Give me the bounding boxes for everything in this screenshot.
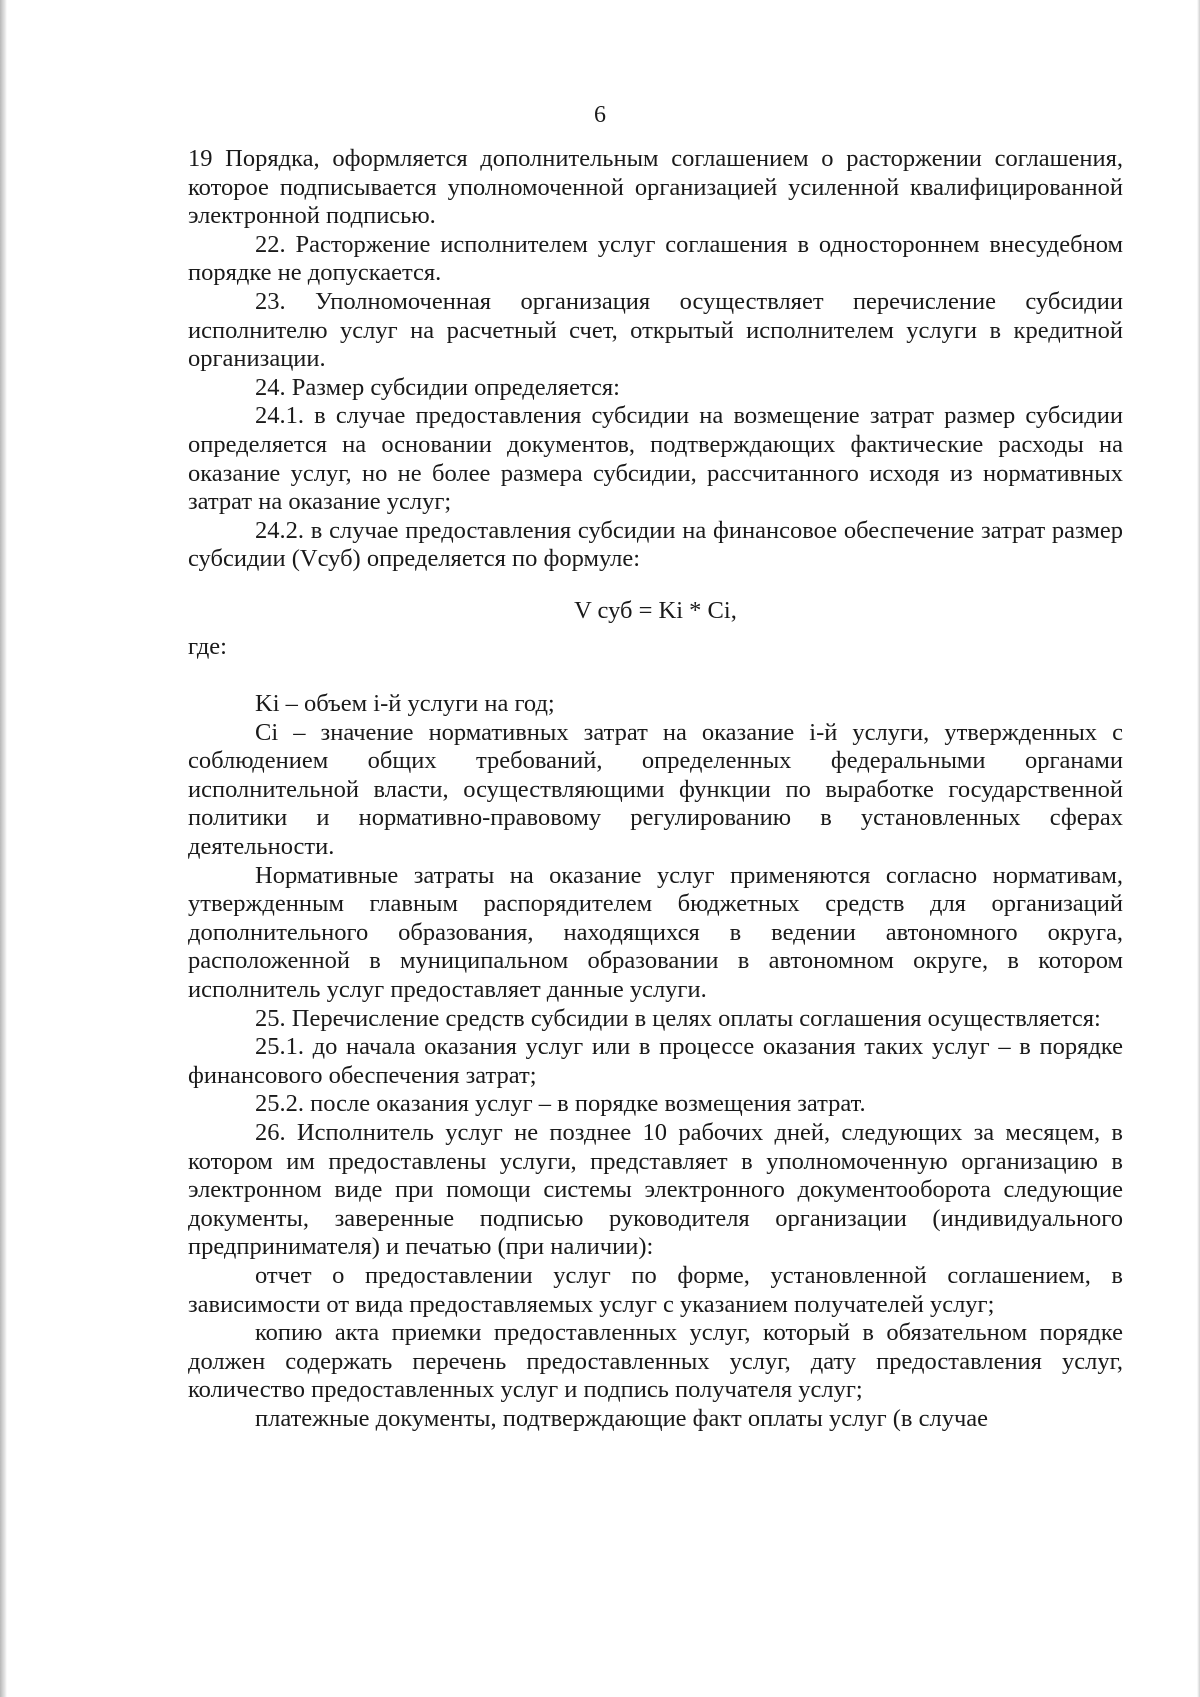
paragraph-26: 26. Исполнитель услуг не позднее 10 рабочих дней, следующих за месяцем, в котором им предоставлены услуги, представляет в уполномоченную организацию в электронном виде при помощи системы электронного документооборота следующие документы, заверенные подписью руководителя организации (индивидуального предпринимателя) и печатью (при наличии):: [188, 1119, 1123, 1261]
paragraph-25-2: 25.2. после оказания услуг – в порядке возмещения затрат.: [255, 1090, 866, 1118]
paragraph-25: 25. Перечисление средств субсидии в целях оплаты соглашения осуществляется:: [255, 1004, 1101, 1032]
list-item-payment-documents: платежные документы, подтверждающие факт оплаты услуг (в случае: [255, 1404, 989, 1432]
document-body: [188, 145, 1123, 1434]
scan-edge-left: [0, 0, 7, 1697]
paragraph-23: 23. Уполномоченная организация осуществляет перечисление субсидии исполнителю услуг на расчетный счет, открытый исполнителем услуги в кредитной организации.: [188, 287, 1123, 373]
page-number: 6: [594, 102, 606, 128]
paragraph-22: 22. Расторжение исполнителем услуг соглашения в одностороннем внесудебном порядке не допускается.: [188, 230, 1123, 287]
paragraph-continuation: 19 Порядка, оформляется дополнительным соглашением о расторжении соглашения, которое подписывается уполномоченной организацией усиленной квалифицированной электронной подписью.: [188, 145, 1123, 230]
list-item-acceptance-act: копию акта приемки предоставленных услуг, который в обязательном порядке должен содержать перечень предоставленных услуг, дату предоставления услуг, количество предоставленных услуг и подпись получателя услуг;: [188, 1319, 1123, 1404]
paragraph-24: 24. Размер субсидии определяется:: [255, 373, 620, 401]
list-item-report: отчет о предоставлении услуг по форме, установленной соглашением, в зависимости от вида предоставляемых услуг с указанием получателей услуг;: [188, 1261, 1123, 1318]
definition-ki: Ki – объем i-й услуги на год;: [255, 690, 555, 718]
paragraph-25-1: 25.1. до начала оказания услуг или в процессе оказания таких услуг – в порядке финансового обеспечения затрат;: [188, 1033, 1123, 1089]
formula: V суб = Ki * Ci,: [574, 596, 737, 624]
definition-ci: Ci – значение нормативных затрат на оказание i-й услуги, утвержденных с соблюдением общих требований, определенных федеральными органами исполнительной власти, осуществляющими функции по выработке государственной политики и нормативно-правовому регулированию в установленных сферах деятельности.: [188, 718, 1123, 861]
paragraph-24-2: 24.2. в случае предоставления субсидии на финансовое обеспечение затрат размер субсидии (Vсуб) определяется по формуле:: [188, 516, 1123, 573]
paragraph-24-1: 24.1. в случае предоставления субсидии на возмещение затрат размер субсидии определяется на основании документов, подтверждающих фактические расходы на оказание услуг, но не более размера субсидии, рассчитанного исходя из нормативных затрат на оказание услуг;: [188, 402, 1123, 516]
paragraph-normative-costs: Нормативные затраты на оказание услуг применяются согласно нормативам, утвержденным главным распорядителем бюджетных средств для организаций дополнительного образования, находящихся в ведении автономного округа, расположенной в муниципальном образовании в автономном округе, в котором исполнитель услуг предоставляет данные услуги.: [188, 861, 1123, 1004]
formula-where: где:: [188, 632, 227, 660]
